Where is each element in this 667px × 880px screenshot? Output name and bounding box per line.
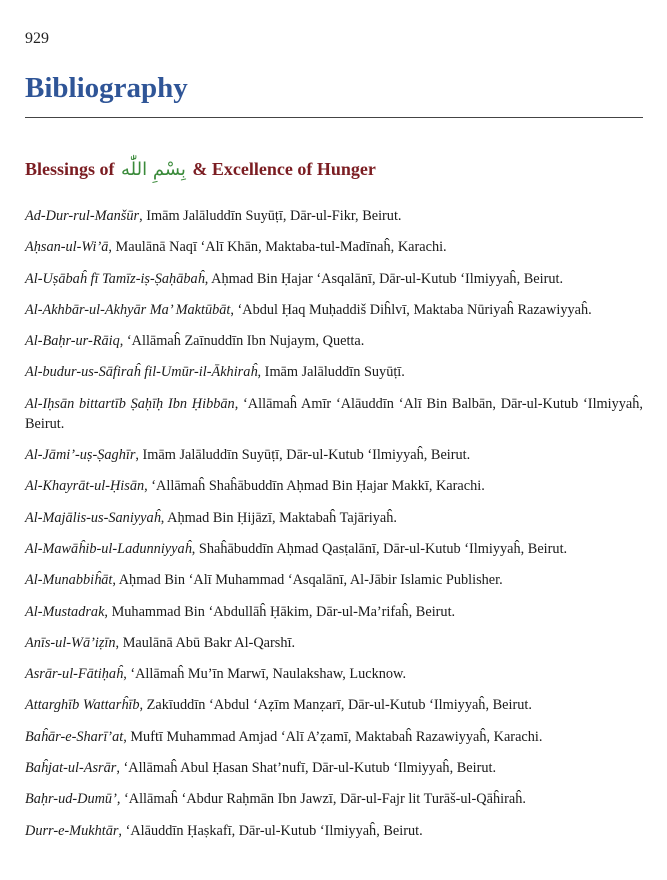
- entry-work-title: Durr-e-Mukhtār: [25, 822, 119, 839]
- bibliography-entry: [25, 445, 643, 465]
- entry-details: , Maulānā Naqī ‘Alī Khān, Maktaba-tul-Madīnaĥ, Karachi.: [108, 239, 447, 256]
- entry-work-title: Al-Mustadrak: [25, 603, 105, 620]
- section-heading-prefix: Blessings of: [25, 159, 115, 179]
- entry-details: , ‘Allāmaĥ Zaīnuddīn Ibn Nujaym, Quetta.: [119, 333, 365, 350]
- entry-work-title: Attarghīb Wattarĥīb: [25, 697, 140, 714]
- bibliography-entry: [25, 695, 643, 715]
- bibliography-entry: [25, 821, 643, 841]
- bibliography-entry: [25, 394, 643, 434]
- bibliography-entry: [25, 664, 643, 684]
- bibliography-entry: [25, 570, 643, 590]
- bibliography-entry: [25, 539, 643, 559]
- entry-details: , ‘Allāmaĥ Shaĥābuddīn Aḥmad Bin Ḥajar Makkī, Karachi.: [144, 478, 485, 495]
- entry-details: , ‘Allāmaĥ Abul Ḥasan Shat’nufī, Dār-ul-Kutub ‘Ilmiyyaĥ, Beirut.: [116, 760, 497, 777]
- entry-work-title: Baĥār-e-Sharī’at: [25, 728, 124, 745]
- entry-details: , Zakīuddīn ‘Abdul ‘Aẓīm Manẓarī, Dār-ul-Kutub ‘Ilmiyyaĥ, Beirut.: [139, 697, 532, 714]
- bibliography-entry: [25, 633, 643, 653]
- page-number: 929: [25, 30, 49, 47]
- section-heading-arabic: بِسْمِ اللّٰه: [121, 159, 186, 180]
- entry-details: , ‘Allāmaĥ Mu’īn Marwī, Naulakshaw, Lucknow.: [123, 666, 407, 683]
- entry-work-title: Al-Iḥsān bittartīb Ṣaḥīḥ Ibn Ḥibbān: [25, 395, 235, 412]
- title-divider: [25, 117, 643, 118]
- entry-details: , Imām Jalāluddīn Suyūṭī, Dār-ul-Fikr, Beirut.: [139, 208, 402, 224]
- entry-details: , Imām Jalāluddīn Suyūṭī, Dār-ul-Kutub ‘Ilmiyyaĥ, Beirut.: [135, 447, 471, 464]
- entry-work-title: Al-Mawāĥib-ul-Ladunniyyaĥ: [25, 540, 192, 557]
- entry-work-title: Al-Akhbār-ul-Akhyār Ma’ Maktūbāt: [25, 301, 231, 318]
- entry-work-title: Aḥsan-ul-Wi’ā: [25, 239, 109, 256]
- entry-work-title: Al-Uṣābaĥ fī Tamīz-iṣ-Ṣaḥābaĥ: [25, 270, 205, 287]
- entry-work-title: Al-budur-us-Sāfiraĥ fil-Umūr-il-Ākhiraĥ: [25, 364, 258, 381]
- entry-work-title: Al-Baḥr-ur-Rāiq: [25, 333, 120, 350]
- page-title: Bibliography: [25, 72, 188, 104]
- entry-details: , ‘Allāmaĥ Amīr ‘Alāuddīn ‘Alī Bin Balbān, Dār-ul-Kutub ‘Ilmiyyaĥ, Beirut.: [25, 395, 644, 432]
- entry-work-title: Baĥjat-ul-Asrār: [25, 760, 117, 777]
- entry-details: , Aḥmad Bin ‘Alī Muhammad ‘Asqalānī, Al-Jābir Islamic Publisher.: [112, 572, 503, 589]
- bibliography-entry: [25, 727, 643, 747]
- entry-details: , Shaĥābuddīn Aḥmad Qasṭalānī, Dār-ul-Kutub ‘Ilmiyyaĥ, Beirut.: [191, 540, 568, 557]
- entry-details: , Maulānā Abū Bakr Al-Qarshī.: [115, 634, 296, 651]
- bibliography-entry: [25, 602, 643, 622]
- entry-details: , Aḥmad Bin Ḥijāzī, Maktabaĥ Tajāriyaĥ.: [160, 509, 397, 526]
- section-heading-suffix: & Excellence of Hunger: [192, 159, 376, 179]
- entry-work-title: Baḥr-ud-Dumū’: [25, 791, 117, 808]
- bibliography-entry: [25, 300, 643, 320]
- entry-work-title: Ad-Dur-rul-Manšūr: [25, 208, 140, 224]
- entry-work-title: Al-Jāmi’-uṣ-Ṣaghīr: [25, 447, 136, 464]
- bibliography-list: [25, 206, 643, 852]
- entry-work-title: Asrār-ul-Fātiḥaĥ: [25, 666, 124, 683]
- bibliography-entry: [25, 269, 643, 289]
- entry-work-title: Al-Khayrāt-ul-Ḥisān: [25, 478, 145, 495]
- section-heading: [25, 159, 376, 180]
- entry-work-title: Anīs-ul-Wā’iẓīn: [25, 634, 116, 651]
- bibliography-entry: [25, 508, 643, 528]
- entry-details: , ‘Abdul Ḥaq Muḥaddiš Diĥlvī, Maktaba Nūriyaĥ Razawiyyaĥ.: [230, 301, 592, 318]
- entry-work-title: Al-Majālis-us-Saniyyaĥ: [25, 509, 161, 526]
- bibliography-entry: [25, 789, 643, 809]
- entry-details: , Imām Jalāluddīn Suyūṭī.: [257, 364, 405, 381]
- entry-details: , Muftī Muhammad Amjad ‘Alī A’ẓamī, Maktabaĥ Razawiyyaĥ, Karachi.: [123, 728, 543, 745]
- bibliography-entry: [25, 476, 643, 496]
- entry-details: , Aḥmad Bin Ḥajar ‘Asqalānī, Dār-ul-Kutub ‘Ilmiyyaĥ, Beirut.: [204, 270, 564, 287]
- entry-details: , ‘Alāuddīn Ḥaṣkafī, Dār-ul-Kutub ‘Ilmiyyaĥ, Beirut.: [118, 822, 423, 839]
- entry-details: , Muhammad Bin ‘Abdullāĥ Ḥākim, Dār-ul-Ma’rifaĥ, Beirut.: [104, 603, 456, 620]
- entry-details: , ‘Allāmaĥ ‘Abdur Raḥmān Ibn Jawzī, Dār-ul-Fajr lit Turāš-ul-Qāĥiraĥ.: [116, 791, 526, 808]
- bibliography-entry: [25, 331, 643, 351]
- entry-work-title: Al-Munabbiĥāt: [25, 572, 113, 589]
- bibliography-entry: [25, 206, 643, 226]
- bibliography-entry: [25, 758, 643, 778]
- bibliography-entry: [25, 362, 643, 382]
- bibliography-entry: [25, 237, 643, 257]
